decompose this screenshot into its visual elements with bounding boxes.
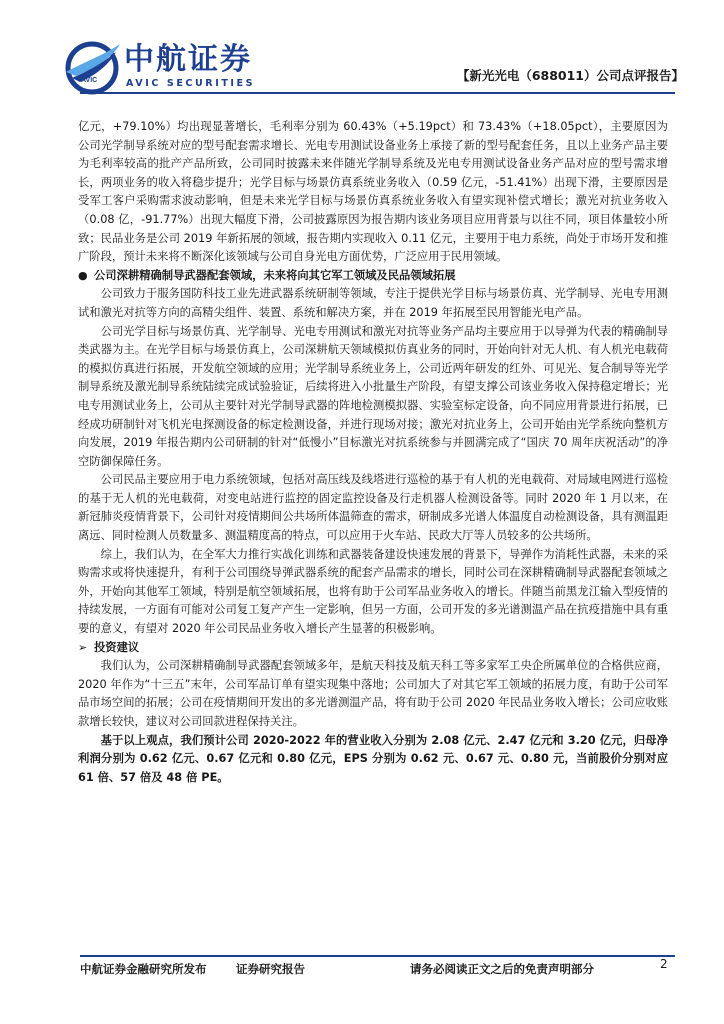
paragraph-forecast: 基于以上观点，我们预计公司 2020-2022 年的营业收入分别为 2.08 亿元、2.47 亿元和 3.20 亿元，归母净利润分别为 0.62 亿元、0.67 亿元和 0.80 亿元，EPS 分别为 0.62 元、0.67 元、0.80 元，当前股价分别对应 61 倍、57 倍及 48 倍 PE。 bbox=[78, 733, 668, 784]
section-heading-investment bbox=[78, 639, 668, 658]
footer-institute: 中航证券金融研究所发布 bbox=[80, 962, 207, 976]
report-body bbox=[78, 118, 668, 787]
paragraph-business-lines: 公司光学目标与场景仿真、光学制导、光电专用测试和激光对抗等业务产品均主要应用于以导弹为代表的精确制导类武器为主。在光学目标与场景仿真上，公司深耕航天领域模拟仿真业务的同时，开始向针对无人机、有人机光电载荷的模拟仿真进行拓展，开发航空领域的应用；光学制导系统业务上，公司近两年研发的红外、可见光、复合制导等光学制导系统及激光制导系统陆续完成试验验证，后续将进入小批量生产阶段，有望支撑公司该业务收入保持稳定增长；光电专用测试业务上，公司从主要针对光学制导武器的阵地检测模拟器、实验室标定设备，向不同应用背景进行拓展，已经成功研制针对飞机光电探测设备的标定检测设备，并进行现场对接；激光对抗业务上，公司开始由光学系统向整机方向发展，2019 年报告期内公司研制的针对“低慢小”目标激光对抗系统参与并圆满完成了“国庆 70 周年庆祝活动”的净空防御保障任务。 bbox=[78, 324, 668, 468]
paragraph-investment-view: 我们认为，公司深耕精确制导武器配套领域多年，是航天科技及航天科工等多家军工央企所属单位的合格供应商，2020 年作为“十三五”末年，公司军品订单有望实现集中落地；公司加大了对其它军工领域的拓展力度，有助于公司军品市场空间的拓展；公司在疫情期间开发出的多光谱测温产品，将有助于公司 2020 年民品业务收入增长；公司应收账款增长较快，建议对公司回款进程保持关注。 bbox=[78, 659, 668, 728]
report-title-tag: 【新光光电（688011）公司点评报告】 bbox=[456, 68, 684, 83]
brand-name-en: AVIC SECURITIES bbox=[126, 78, 256, 89]
paragraph-summary: 综上，我们认为，在全军大力推行实战化训练和武器装备建设快速发展的背景下，导弹作为消耗性武器，未来的采购需求或将快速提升，有利于公司围绕导弹武器系统的配套产品需求的增长，同时公司在深耕精确制导武器配套领域之外，开始向其他军工领域，特别是航空领域拓展，也将有助于公司军品业务收入的增长。伴随当前黑龙江输入型疫情的持续发展，一方面有可能对公司复工复产产生一定影响，但另一方面，公司开发的多光谱测温产品在抗疫措施中具有重要的意义，有望对 2020 年公司民品业务收入增长产生显著的积极影响。 bbox=[78, 547, 668, 636]
arrow-bullet-icon: ➢ bbox=[78, 640, 88, 654]
brand-name-cn: 中航证券 bbox=[124, 42, 252, 77]
section-heading-text: 公司深耕精确制导武器配套领域，未来将向其它军工领域及民品领域拓展 bbox=[94, 268, 456, 282]
avic-logo-icon bbox=[62, 38, 122, 96]
footer-divider bbox=[80, 955, 675, 957]
page-number: 2 bbox=[660, 957, 668, 971]
section-heading-military-expansion bbox=[78, 267, 668, 286]
paragraph-company-focus: 公司致力于服务国防科技工业先进武器系统研制等领域，专注于提供光学目标与场景仿真、光学制导、光电专用测试和激光对抗等方向的高精尖组件、装置、系统和解决方案，并在 2019 年拓展至民用智能光电产品。 bbox=[78, 287, 668, 319]
bullet-dot-icon: ● bbox=[78, 268, 88, 282]
paragraph-revenue-breakdown: 亿元，+79.10%）均出现显著增长，毛利率分别为 60.43%（+5.19pct）和 73.43%（+18.05pct），主要原因为公司光学制导系统对应的型号配套需求增长、光电专用测试设备业务上承接了新的型号配套任务，且以上业务产品主要为毛利率较高的批产产品所致，公司同时披露未来伴随光学制导系统及光电专用测试设备业务产品对应的型号需求增长，两项业务的收入将稳步提升；光学目标与场景仿真系统业务收入（0.59 亿元，-51.41%）出现下滑，主要原因是受军工客户采购需求波动影响，但是未来光学目标与场景仿真系统业务收入有望实现补偿式增长；激光对抗业务收入（0.08 亿，-91.77%）出现大幅度下滑，公司披露原因为报告期内该业务项目应用背景与以往不同，项目体量较小所致；民品业务是公司 2019 年新拓展的领域，报告期内实现收入 0.11 亿元，主要用于电力系统，尚处于市场开发和推广阶段，预计未来将不断深化该领域与公司自身光电方面优势，广泛应用于民用领域。 bbox=[78, 120, 668, 264]
page-header bbox=[0, 0, 724, 120]
section-heading-text: 投资建议 bbox=[94, 640, 140, 654]
footer-report-type: 证券研究报告 bbox=[236, 962, 305, 976]
page-footer bbox=[0, 955, 724, 985]
paragraph-civil-products: 公司民品主要应用于电力系统领域，包括对高压线及线塔进行巡检的基于有人机的光电载荷、对局域电网进行巡检的基于无人机的光电载荷，对变电站进行监控的固定监控设备及行走机器人检测设备等。同时 2020 年 1 月以来，在新冠肺炎疫情背景下，公司针对疫情期间公共场所体温筛查的需求，研制成多光谱人体温度自动检测设备，具有测温距离远、同时检测人员数量多、测温精度高的特点，可以应用于火车站、民政大厅等人员较多的公共场所。 bbox=[78, 473, 668, 543]
footer-disclaimer: 请务必阅读正文之后的免责声明部分 bbox=[410, 962, 594, 976]
header-divider bbox=[80, 92, 675, 94]
logo-text: AVIC bbox=[81, 77, 98, 84]
